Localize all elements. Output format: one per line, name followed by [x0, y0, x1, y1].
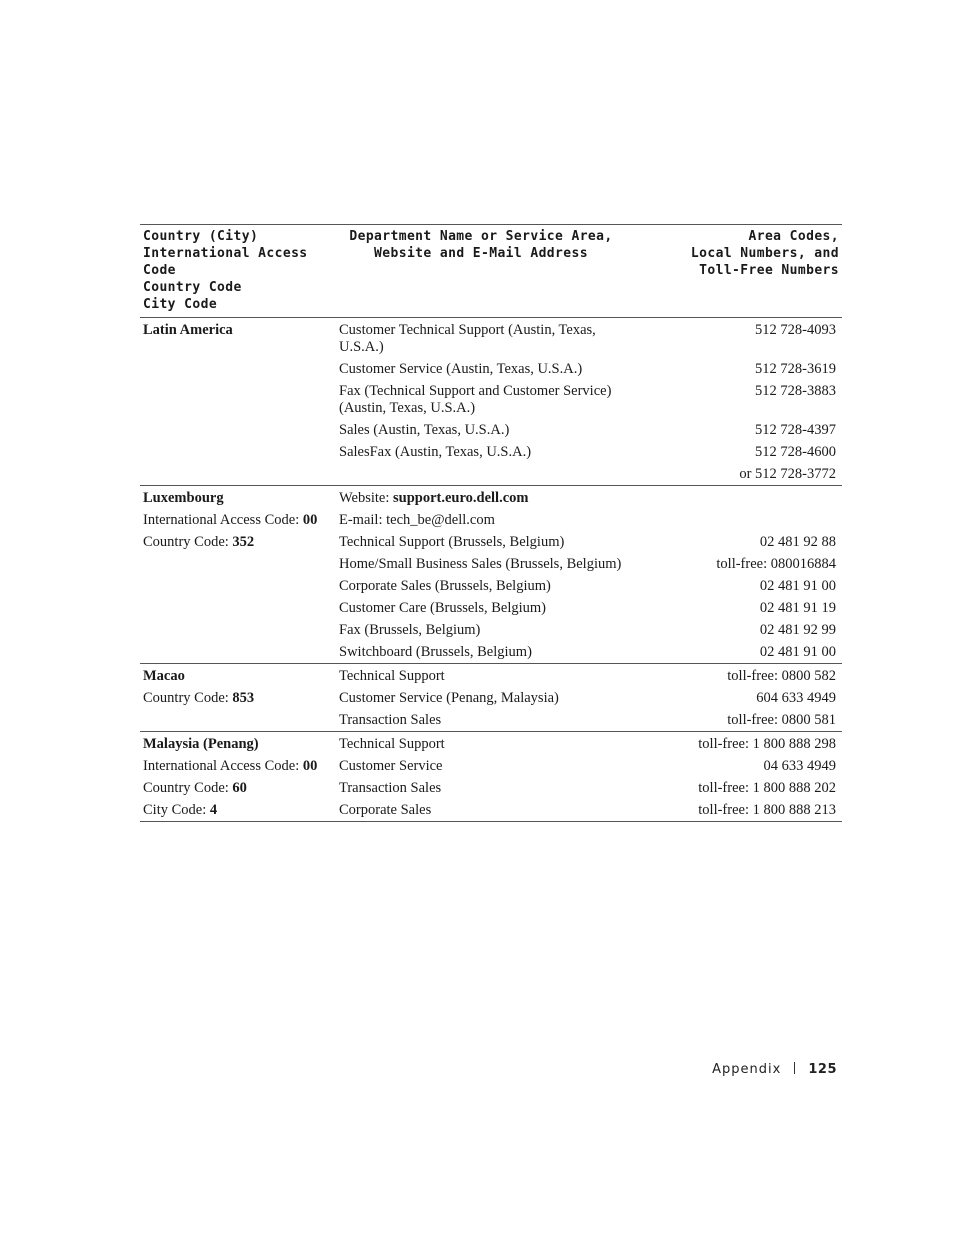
department: Customer Care (Brussels, Belgium) [339, 600, 547, 616]
department: Home/Small Business Sales (Brussels, Belgium) [339, 556, 622, 572]
table-row [140, 463, 842, 486]
department: Sales (Austin, Texas, U.S.A.) [339, 422, 510, 438]
table-row [140, 380, 842, 419]
department: Corporate Sales [339, 802, 432, 818]
department: Technical Support [339, 668, 445, 684]
phone-number: 02 481 91 19 [759, 600, 836, 616]
table-row [140, 486, 842, 510]
phone-number: 512 728-4600 [755, 444, 836, 460]
contact-table [140, 224, 842, 822]
phone-number: 04 633 4949 [763, 758, 836, 774]
department: Customer Service (Austin, Texas, U.S.A.) [339, 361, 583, 377]
page-number: 125 [808, 1062, 837, 1077]
phone-number: 02 481 91 00 [759, 644, 836, 660]
table-row [140, 664, 842, 688]
country-group-luxembourg [140, 486, 842, 664]
department: Fax (Brussels, Belgium) [339, 622, 481, 638]
department [336, 463, 626, 486]
country-group-latin-america [140, 318, 842, 486]
phone-number: toll-free: 0800 582 [727, 668, 836, 684]
country-code: Country Code: 60 [143, 780, 247, 796]
phone-number: 512 728-3619 [755, 361, 836, 377]
table-row [140, 799, 842, 822]
table-row [140, 509, 842, 531]
table-row [140, 553, 842, 575]
table-row [140, 687, 842, 709]
table-row [140, 732, 842, 756]
country-name: Malaysia (Penang) [143, 736, 259, 752]
phone-number: 512 728-4397 [755, 422, 836, 438]
department: Corporate Sales (Brussels, Belgium) [339, 578, 551, 594]
table-row [140, 441, 842, 463]
phone-number: toll-free: 0800 581 [727, 712, 836, 728]
table-header [140, 225, 842, 318]
intl-access-code: International Access Code: 00 [143, 758, 318, 774]
phone-number: 512 728-3883 [755, 383, 836, 399]
department: Switchboard (Brussels, Belgium) [339, 644, 532, 660]
country-name: Luxembourg [143, 490, 224, 506]
table-row [140, 531, 842, 553]
table-row [140, 777, 842, 799]
phone-number: 02 481 92 88 [759, 534, 836, 550]
phone-number: toll-free: 1 800 888 213 [698, 802, 836, 818]
department: Customer Technical Support (Austin, Texas, U.S.A.) [339, 322, 596, 355]
website: Website: support.euro.dell.com [339, 490, 529, 506]
country-code: Country Code: 853 [143, 690, 255, 706]
website-link[interactable]: support.euro.dell.com [393, 490, 529, 506]
country-group-malaysia [140, 732, 842, 822]
phone-number: 02 481 92 99 [759, 622, 836, 638]
phone-number: 02 481 91 00 [759, 578, 836, 594]
header-department: Department Name or Service Area, Website and E-Mail Address [336, 225, 626, 318]
section-name: Appendix [712, 1062, 782, 1077]
country-code: Country Code: 352 [143, 534, 255, 550]
table-row [140, 641, 842, 664]
phone-number: toll-free: 1 800 888 298 [698, 736, 836, 752]
table-row [140, 755, 842, 777]
email: E-mail: tech_be@dell.com [339, 512, 495, 528]
country-name: Macao [143, 668, 185, 684]
department: Technical Support [339, 736, 445, 752]
table-row [140, 597, 842, 619]
header-numbers: Area Codes, Local Numbers, and Toll-Free Numbers [626, 225, 842, 318]
phone-number: toll-free: 1 800 888 202 [698, 780, 836, 796]
table-row [140, 575, 842, 597]
department: Transaction Sales [339, 712, 442, 728]
department: SalesFax (Austin, Texas, U.S.A.) [339, 444, 532, 460]
phone-number: 512 728-4093 [755, 322, 836, 338]
table-row [140, 358, 842, 380]
phone-number: or 512 728-3772 [739, 466, 836, 482]
table-row [140, 709, 842, 732]
intl-access-code: International Access Code: 00 [143, 512, 318, 528]
table-row [140, 318, 842, 359]
page-footer [712, 1062, 837, 1077]
phone-number: toll-free: 080016884 [716, 556, 836, 572]
country-name: Latin America [143, 322, 233, 338]
phone-number: 604 633 4949 [756, 690, 836, 706]
department: Fax (Technical Support and Customer Service) (Austin, Texas, U.S.A.) [339, 383, 612, 416]
city-code: City Code: 4 [143, 802, 218, 818]
department: Technical Support (Brussels, Belgium) [339, 534, 565, 550]
department: Customer Service (Penang, Malaysia) [339, 690, 559, 706]
footer-divider [794, 1062, 795, 1074]
department: Transaction Sales [339, 780, 442, 796]
country-group-macao [140, 664, 842, 732]
header-country: Country (City) International Access Code Country Code City Code [140, 225, 336, 318]
table-row [140, 619, 842, 641]
department: Customer Service [339, 758, 443, 774]
table-row [140, 419, 842, 441]
